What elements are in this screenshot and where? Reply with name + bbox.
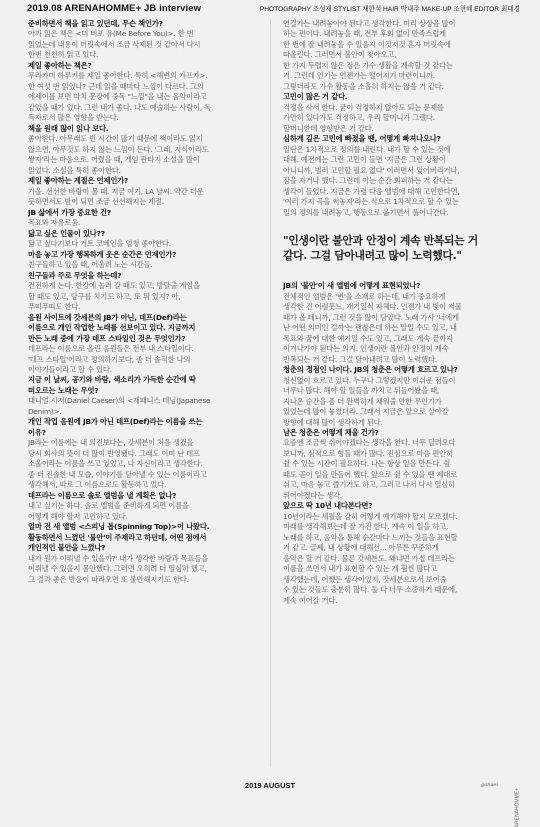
interview-question-line: 이유? [28, 427, 46, 437]
interview-answer-line: 할머니한테 영향받은 거 같다. [283, 123, 374, 133]
interview-question-line: 데프라는 이름으로 솔로 앨범을 낼 계획은 없나? [28, 490, 177, 500]
interview-answer-line: 푸띠푸띠도 한다. [28, 302, 81, 312]
interview-answer-line: 10년이라는 세월을 감히 어떻게 예기해야 할지 모르겠다. [283, 511, 458, 521]
pull-quote-line-1: "인생이란 불안과 안정이 계속 반복되는 거 [283, 234, 478, 248]
interview-answer-line: 일의 정의를 내려놓고, 행동으로 옮기면서 풀어나간다. [283, 207, 449, 217]
interview-answer-line: 있었는데 많이 놓쳤더라. 그래서 지금은 앞으로 살아갈 [283, 407, 449, 417]
interview-answer-line: 친구들하고 있을 때, 어울려 노는 시간들. [28, 260, 153, 270]
interview-answer-line: 그 결과 좋은 반응이 따라오면 또 불안해지기도 한다. [28, 574, 189, 584]
interview-answer-line: 거. 그런데 인기는 언젠가는 떨어지기 마련이니까. [283, 71, 435, 81]
issue-title: 2019.08 ARENAHOMME+ JB interview [27, 3, 202, 14]
interview-answer-line: 이름을 쓰면서 내가 표현할 수 있는 게 훨씬 많다고 [283, 564, 437, 574]
interview-question-line: 만든 노래 중에 가장 데프 스타일인 것은 무엇인가? [28, 333, 186, 343]
interview-question-line: 활동하면서 느꼈던 '불안'이 주제라고 하던데, 어떤 점에서 [28, 532, 207, 542]
interview-answer-line: 한 가지 두렵지 않은 점은 가수 생활을 계속할 것 같다는 [283, 60, 453, 70]
corner-label: ARENAHOMME+ [514, 788, 520, 827]
interview-answer-line: 생각했는데, 어쨌든 생각이었지, 갓세븐으로서 보여줄 [283, 574, 447, 584]
interview-answer-line: 이야기들이라고 할 수 있다. [28, 364, 112, 374]
interview-answer-line: 한 번에 잘 내려놓을 수 있음지 이것저것 혼자 머릿속에 [283, 39, 451, 49]
interview-answer-line: 내고 싶기는 하다. 솔로 앨범을 준비하게 되면 이름을 [28, 501, 189, 511]
interview-answer-line: 노래를 하고, 음악을 통해 순간마다 느끼는 것들을 표현할 [283, 532, 458, 542]
interview-answer-line: 아니니까, 별러 고민할 필요 없다' 이러면서 잊어버리거나, [283, 165, 460, 175]
interview-question-line: JB의 '불안'이 새 앨범에 어떻게 표현되었나? [283, 281, 421, 291]
interview-answer-line: 쉴 수 있는 시간이 필요하다. 나는 항상 일을 만든다. 쉴 [283, 459, 451, 469]
interview-answer-line: 요즘엔 조금씩 쉬어야겠다는 생각을 한다. 너무 달려오다 [283, 438, 456, 448]
page-header [0, 3, 540, 15]
interview-answer-line: 하는 편이다. 내려놓을 때, 전부 후회 없이 만족스럽게 [283, 29, 446, 39]
interview-answer-line: 가만히 있다가도 걱정하고, 우리 할머니가 그랬다. [283, 113, 435, 123]
interview-answer-line: 좋아한다. 아무래도 빈 시간이 많기 때문에 책이라도 읽지 [28, 134, 203, 144]
interview-answer-line: 너무나 많다. 해야 할 일들을 까치고 뒤들어봤을 때, [283, 386, 440, 396]
interview-answer-line: 음악은 할 거 같다. 물론 갓세븐도. 왜냐면 가십 데프라는 [283, 553, 455, 563]
interview-answer-line: 할 때도 있고, 당구를 치기도 하고, 또 뭐 있지? 아, [28, 291, 181, 301]
interview-answer-line: 때가 올 테니까, 그런 것을 많이 담았다. 노래 가사 '너에게 [283, 312, 459, 322]
interview-answer-line: 쉬고, 마음 놓고 즐기기도 하고, 그러고 나서 다시 열심히 [283, 480, 455, 490]
interview-answer-line: 생각해서, 따로 그 이름으로도 활동하고 있다. [28, 480, 167, 490]
interview-answer-line: 한 여섯 번 읽었나? 근데 읽을 때마다 느낌이 다르다. 그의 [28, 81, 204, 91]
interview-answer-line: 소울이라는 이름을 쓰고 있었고, 나 자신이라고 생각한다. [28, 459, 203, 469]
interview-question-line: 남은 청춘은 어떻게 채울 건가? [283, 427, 379, 437]
interview-answer-line: 쌓자'라는 마음으로. 어렸을 때, 게임 판타지 소설을 많이 [28, 155, 200, 165]
interview-question-line: 개인적인 불안을 느꼈나? [28, 543, 106, 553]
interview-answer-line: JB라는 이름에는 내 의견보다는, 갓세븐이 처음 생겼을 [28, 438, 194, 448]
pull-quote-line-2: 같다. 그걸 담아내려고 많이 노력했다." [283, 248, 462, 262]
interview-question-line: 마음 놓고 가장 행복하게 웃은 순간은 언제인가? [28, 249, 177, 259]
interview-answer-line: 대니얼 시저(Daniel Caeser)의 <재패니스 데님(Japanese [28, 396, 211, 406]
column-divider [270, 19, 271, 767]
interview-answer-line: Denim)>. [28, 406, 62, 416]
interview-answer-line: 연결가는 내려놓아야 된다고 생각한다. 미리 상상을 많이 [283, 19, 456, 28]
interview-answer-line: 득자로서 많은 영향을 받는다. [28, 113, 119, 123]
interview-answer-line: 닮고 싶다기보다 커트 코베인을 엄청 좋아한다. [28, 239, 171, 249]
interview-answer-line: 미래를 생각해보는데 잘 가진 한다. 계속 이 일을 하고, [283, 522, 449, 532]
page-footer: 2019 AUGUST [244, 781, 296, 790]
interview-answer-line: 생각이 들었다. 지금은 가령 다음 앨범에 대해 고민한다면, [283, 186, 460, 196]
interview-answer-line: 거 같고. 글쎄, 내 상황에 대해선... 아무튼 꾸준하게 [283, 543, 439, 553]
interview-answer-line: 내가 원가 이뤄낼 수 있을까?' 내가 생각한 바람과 목표들을 [28, 553, 208, 563]
interview-question-line: 준비하면서 책을 읽고 있던데, 무슨 책인가? [28, 19, 163, 28]
interview-answer-line: 잠을 자거나 했다. 그런데 이는 순간 회피하는 거 같다는 [283, 176, 453, 186]
interview-question-line: 제일 좋아하는 책은? [28, 60, 92, 70]
interview-answer-line: 어떻게 해야 할지 고민하고 있다. [28, 511, 128, 521]
interview-answer-line: '데프 스타일'이라고 정의하기보다, 좀 더 솔직한 나의 [28, 354, 191, 364]
interview-question-line: 얼마 전 새 앨범 <스피닝 톱(Spinning Top)>이 나왔다. [28, 522, 210, 532]
interview-answer-line: 방향에 대해 많이 생각하게 된다. [283, 417, 383, 427]
interview-answer-line: 청신없이 흐르고 있다. 누구나 그렇겠지만 이쉬운 점들이 [283, 375, 456, 385]
pull-quote [283, 234, 516, 263]
left-column [28, 19, 261, 585]
right-column-top [283, 19, 516, 218]
credits-line: PHOTOGRAPHY 조성재 STYLIST 채한석 HAIR 박내주 MAKE-UP 조현혜 EDITOR 최태경 [259, 6, 520, 13]
right-column [283, 19, 516, 606]
interview-answer-line: 읽었는데 내용이 머릿속에서 조금 삭제된 것 같아서 다시 [28, 39, 201, 49]
interview-answer-line: 같았을 때가 있다. 그런 내가 좋다. 나도 예술하는 사람이, 독 [28, 102, 211, 112]
interview-question-line: 지금 이 날씨, 공기와 바람, 색소리가 가득한 순간에 딱 [28, 375, 196, 385]
interview-answer-line: 목표와 자유로움. [28, 218, 81, 228]
interview-answer-line: 수 있는 것들도 충분히 많다. 둘 다 너무 소중하기 때문에, [283, 585, 457, 595]
interview-answer-line: 듯하면서도 밤이 되면 조금 선선해지는 계절. [28, 197, 164, 207]
interview-question-line: 책을 원래 많이 읽나 보다. [28, 123, 109, 133]
interview-question-line: 음원 사이트에 갓세븐의 JB가 아닌, 데프(Def)라는 [28, 312, 187, 322]
interview-answer-line: 읽었다. 소설을 특히 좋아한다. [28, 165, 121, 175]
interview-answer-line: 보니까, 심적으로 힘들 때가 많다. 진심으로 마음 편안히 [283, 448, 453, 458]
interview-answer-line: '여러 가지 곡을 써놓자'라는 식으로 1차적으로 할 수 있는 [283, 197, 459, 207]
interview-answer-line: 뛰어야겠다는 생각. [283, 490, 343, 500]
interview-answer-line: 이뤄낼 수 있을지 불안했다. 그러면 오히려 더 열심히 했고, [28, 564, 207, 574]
interview-question-line: 떠오르는 노래는 무엇? [28, 385, 99, 395]
interview-answer-line: 그렇더라도 가수 활동을 소홀히 하지는 않을 거 같다. [283, 81, 444, 91]
interview-question-line: 이름으로 개인 작업한 노래를 선보이고 있다. 지금까지 [28, 323, 196, 333]
interview-question-line: 친구들과 주로 무엇을 하는데? [28, 270, 122, 280]
interview-answer-line: 때도 곧이 일을 만들어 했다. 앞으로 쉴 수 있을 땐 제대로 [283, 469, 457, 479]
interview-answer-line: 반복되는 거 같다. 그걸 담아내려고 많이 노력했다. [283, 354, 437, 364]
interview-answer-line: 일단은 1차적으로 정의를 내린다. 내가 할 수 있는 것에 [283, 144, 451, 154]
interview-answer-line: 대해. 예전에는 그런 고민이 들면 '지금은 그런 상황이 [283, 155, 446, 165]
interview-answer-line: 가을. 선선한 바람이 불 때. 지금 여기, LA 날씨. 약간 더운 [28, 186, 204, 196]
interview-question-line: 개인 작업 음원에 JB가 아닌 데프(Def)라는 이름을 쓰는 [28, 417, 203, 427]
interview-question-line: JB 삶에서 가장 중요한 건? [28, 207, 111, 217]
interview-question-line: 심하게 깊은 고민에 빠졌을 땐, 어떻게 빠져나오나? [283, 134, 441, 144]
interview-answer-line: 목표와 꿈에 대한 얘기일 수도 있고, 그래도 계속 끝까지 [283, 333, 453, 343]
interview-question-line: 닮고 싶은 인물이 있나?? [28, 228, 105, 238]
interview-answer-line: 따올린다. 그러면서 불안이 찾아오고, [283, 50, 397, 60]
interview-question-line: 청춘의 정점인 나이다. JB의 청춘은 어떻게 흐르고 있나? [283, 365, 458, 375]
interview-answer-line: 전체적인 앨범은 '변'을 소재로 하는데, 내가 중요하게 [283, 291, 446, 301]
interview-question-line: 앞으로 딱 10년 내다본다면? [283, 501, 373, 511]
interview-answer-line: 생각한 건 어렴풋느, 개기일식 자체다. 언젠가 내 빛이 저물 [283, 302, 462, 312]
interview-question-line: 고민이 많은 거 같다. [283, 92, 348, 102]
interview-answer-line: 지나온 순간을 좀 더 완벽하게 채워줄 만한 무언가가 [283, 396, 442, 406]
interview-question-line: 제일 좋아하는 계절은 언제인가? [28, 176, 129, 186]
interview-answer-line: 난 어떤 의미인 걸까'는 괜찮은데 하는 말일 수도 있고, 내 [283, 323, 457, 333]
interview-answer-line: 건전하게 논다. 한강에 놀러 갈 때도 있고, 방탈출 게임을 [28, 281, 200, 291]
interview-answer-line: 에세이를 보면 마치 문장에 중독 "느낌"을 내는 음악이라고 [28, 92, 207, 102]
photographer-signature: ganaei [481, 782, 498, 788]
interview-answer-line: 좀 더 진솔한 내 모습, 이야기를 담아낼 수 있는 이름이라고 [28, 469, 207, 479]
interview-answer-line: 당시 회사의 뜻이 더 많이 반영됐다. 그래도 이미 난 데프 [28, 448, 200, 458]
interview-answer-line: 데프라는 이름으로 올린 음원들은 전부 내 스타일이다. [28, 344, 194, 354]
interview-answer-line: 무라카미 하루키를 제일 좋아한다. 특히 <해변의 카프카>. [28, 71, 208, 81]
right-column-bottom [283, 281, 516, 606]
interview-answer-line: 계속 이어갈 거다. [283, 595, 338, 605]
interview-answer-line: 이겨나가야 된다는 의지. 인생이란 불안과 안정이 계속 [283, 344, 449, 354]
interview-answer-line: 않으면, 아무것도 하지 않는 느낌이 든다. '그래, 지식이라도 [28, 144, 209, 154]
interview-answer-line: 걱정을 사서 한다. 굳이 걱정하지 않아도 되는 문제를 [283, 102, 444, 112]
interview-answer-line: 한번 천천히 읽고 있다. [28, 50, 99, 60]
interview-answer-line: 아까 읽은 책은 <미 비포 유(Me Before You)>. 한 번 [28, 29, 194, 39]
